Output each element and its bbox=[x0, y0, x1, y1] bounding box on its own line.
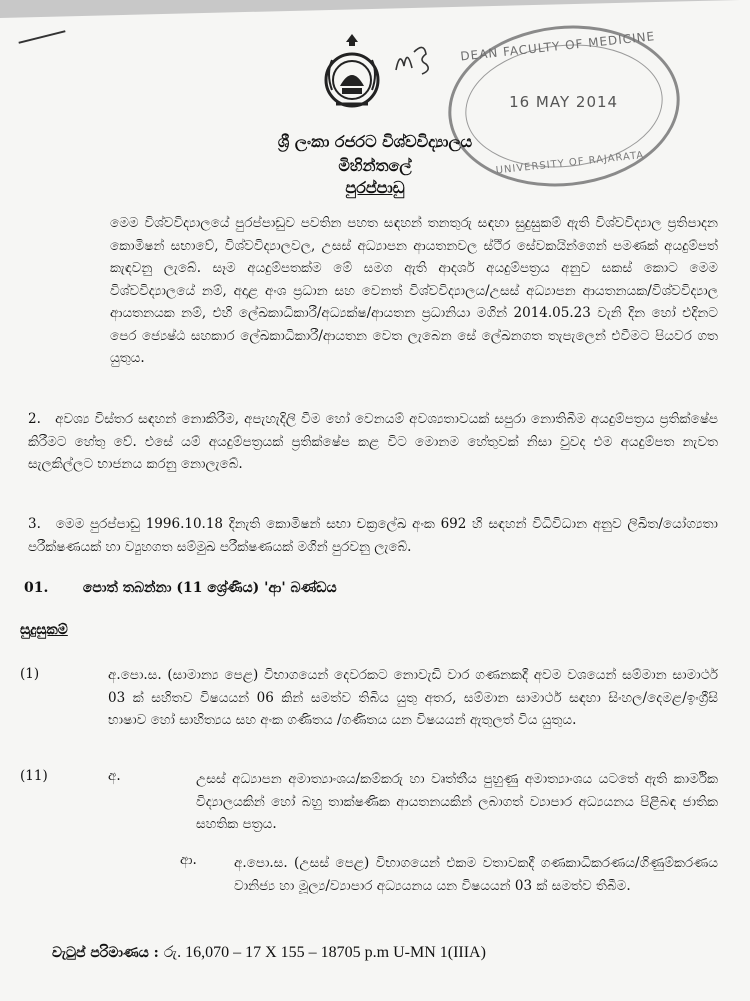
qualifications-heading: සුදුසුකම් bbox=[20, 622, 68, 638]
scan-shadow bbox=[0, 0, 740, 18]
stamp-top-text: DEAN FACULTY OF MEDICINE bbox=[459, 29, 656, 64]
location-name: මිහින්තලේ bbox=[338, 156, 412, 175]
paragraph-2 bbox=[28, 408, 718, 476]
university-emblem-icon bbox=[322, 30, 382, 108]
qualification-3-letter: ආ. bbox=[180, 852, 197, 868]
stamp-bottom-text: UNIVERSITY OF RAJARATA bbox=[495, 149, 645, 177]
section-title: පොත් තබන්නා (11 ශ්‍රේණිය) 'ආ' බණ්ඩය bbox=[82, 580, 337, 596]
paragraph-3 bbox=[28, 513, 718, 558]
paragraph-3-text: මෙම පුරප්පාඩු 1996.10.18 දිනැති කොමිෂන් සභා චක්‍රලේඛ අංක 692 හි සඳහන් විධිවිධාන අනුව ලිඛිත/යෝග්‍යතා පරීක්ෂණයක් හා ව්‍යුහගත සම්මුඛ පරීක්ෂණයක් මගින් පුරවනු ලැබේ. bbox=[28, 516, 718, 555]
stamp-date: 16 MAY 2014 bbox=[509, 93, 619, 112]
qualification-1-number: (1) bbox=[20, 666, 40, 682]
salary-label: වැටුප් පරිමාණය : bbox=[52, 945, 159, 961]
qualification-1-text: අ.පො.ස. (සාමාන්‍ය පෙළ) විභාගයෙන් දෙවරකට නොවැඩි වාර ගණනකදී අවම වශයෙන් සම්මාන සාමාර්ථ 03 ක් සහිතව විෂයයන් 06 කින් සමත්ව තිබිය යුතු අතර, සම්මාන සාමාර්ථ සඳහා සිංහල/දෙමළ/ඉංග්‍රීසි භාෂාව හෝ සාහිත්‍යය සහ අංක ගණිතය /ගණිතය යන විෂයයන් ඇතුලත් විය යුතුය. bbox=[108, 667, 718, 728]
paragraph-2-number: 2. bbox=[28, 411, 41, 427]
section-number: 01. bbox=[24, 580, 49, 596]
salary-value: රු. 16,070 – 17 X 155 – 18705 p.m U-MN 1(IIIA) bbox=[163, 944, 486, 961]
qualification-3-text: අ.පො.ස. (උසස් පෙළ) විභාගයෙන් එකම වතාවකදී ගණකාධිකරණය/ගිණුම්කරණය වානිජ්‍ය හා මූල්‍ය/ව්‍යාපාර අධ්‍යයනය යන විෂයයන් 03 ක් සමත්ව තිබීම. bbox=[234, 855, 718, 894]
university-name: ශ්‍රී ලංකා රජරට විශ්වවිද්‍යාලය bbox=[277, 132, 473, 151]
qualification-2-letter: අ. bbox=[108, 768, 121, 784]
intro-paragraph: මෙම විශ්වවිද්‍යාලයේ පුරප්පාඩුව පවතින පහත සඳහන් තනතුරු සඳහා සුදුසුකම් ඇති විශ්වවිද්‍යාල ප්‍රතිපාදන කොමිෂන් සභාවේ, විශ්වවිද්‍යාලවල, උසස් අධ්‍යාපන ආයතනවල ස්ථිර සේවකයින්ගෙන් පමණක් අයදුම්පත් කැඳවනු ලැබේ. සෑම අයදුම්පතක්ම මේ සමග ඇති ආදර්ශ අයදුම්පත්‍රය අනුව සකස් කොට මෙම විශ්වවිද්‍යාලයේ නම්, අදාළ අංශ ප්‍රධාන සහ වෙනත් විශ්වවිද්‍යාලය/උසස් අධ්‍යාපන ආයතනයක/විශ්වවිද්‍යාල ආයතනයක නම්, එහි ලේඛකාධිකාරී/අධ්‍යක්ෂ/ආයතන ප්‍රධානියා මගින් 2014.05.23 වැනි දින හෝ එදිනට පෙර ජ්‍යෙෂ්ඨ සහකාර ලේඛකාධිකාරී/ආයතන වෙත ලැබෙන සේ ලේඛනගත තැපැලෙන් එවීමට පියවර ගත යුතුය. bbox=[110, 215, 718, 366]
paragraph-3-number: 3. bbox=[28, 516, 41, 532]
qualification-2-text: උසස් අධ්‍යාපන අමාත්‍යාංශය/කම්කරු හා වෘත්තීය පුහුණු අමාත්‍යාංශය යටතේ ඇති කාර්මික විද්‍යාලයකින් හෝ බහු තාක්ෂණික ආයතනයකින් ලබාගත් ව්‍යාපාර අධ්‍යයනය පිළිබඳ ජාතික සහතික පත්‍රය. bbox=[196, 771, 718, 832]
pen-mark bbox=[18, 30, 65, 44]
page-title: පුරප්පාඩු bbox=[345, 178, 405, 197]
paragraph-2-text: අවශ්‍ය විස්තර සඳහන් නොකිරීම, අපැහැදිලි වීම හෝ වෙනයම් අවශ්‍යතාවයක් සපුරා නොතිබීම අයදුම්පත්‍රය ප්‍රතික්ෂේප කිරීමට හේතු වේ. එසේ යම් අයදුම්පත්‍රයක් ප්‍රතික්ෂේප කළ විට මොනම හේතුවක් නිසා වුවද එම අයදුම්පත නැවත සැලකිල්ලට භාජනය කරනු නොලැබේ. bbox=[28, 411, 718, 472]
salary-line bbox=[52, 944, 486, 962]
section-heading bbox=[24, 580, 337, 596]
qualification-2-number: (11) bbox=[20, 768, 48, 784]
handwritten-initials bbox=[394, 40, 434, 76]
